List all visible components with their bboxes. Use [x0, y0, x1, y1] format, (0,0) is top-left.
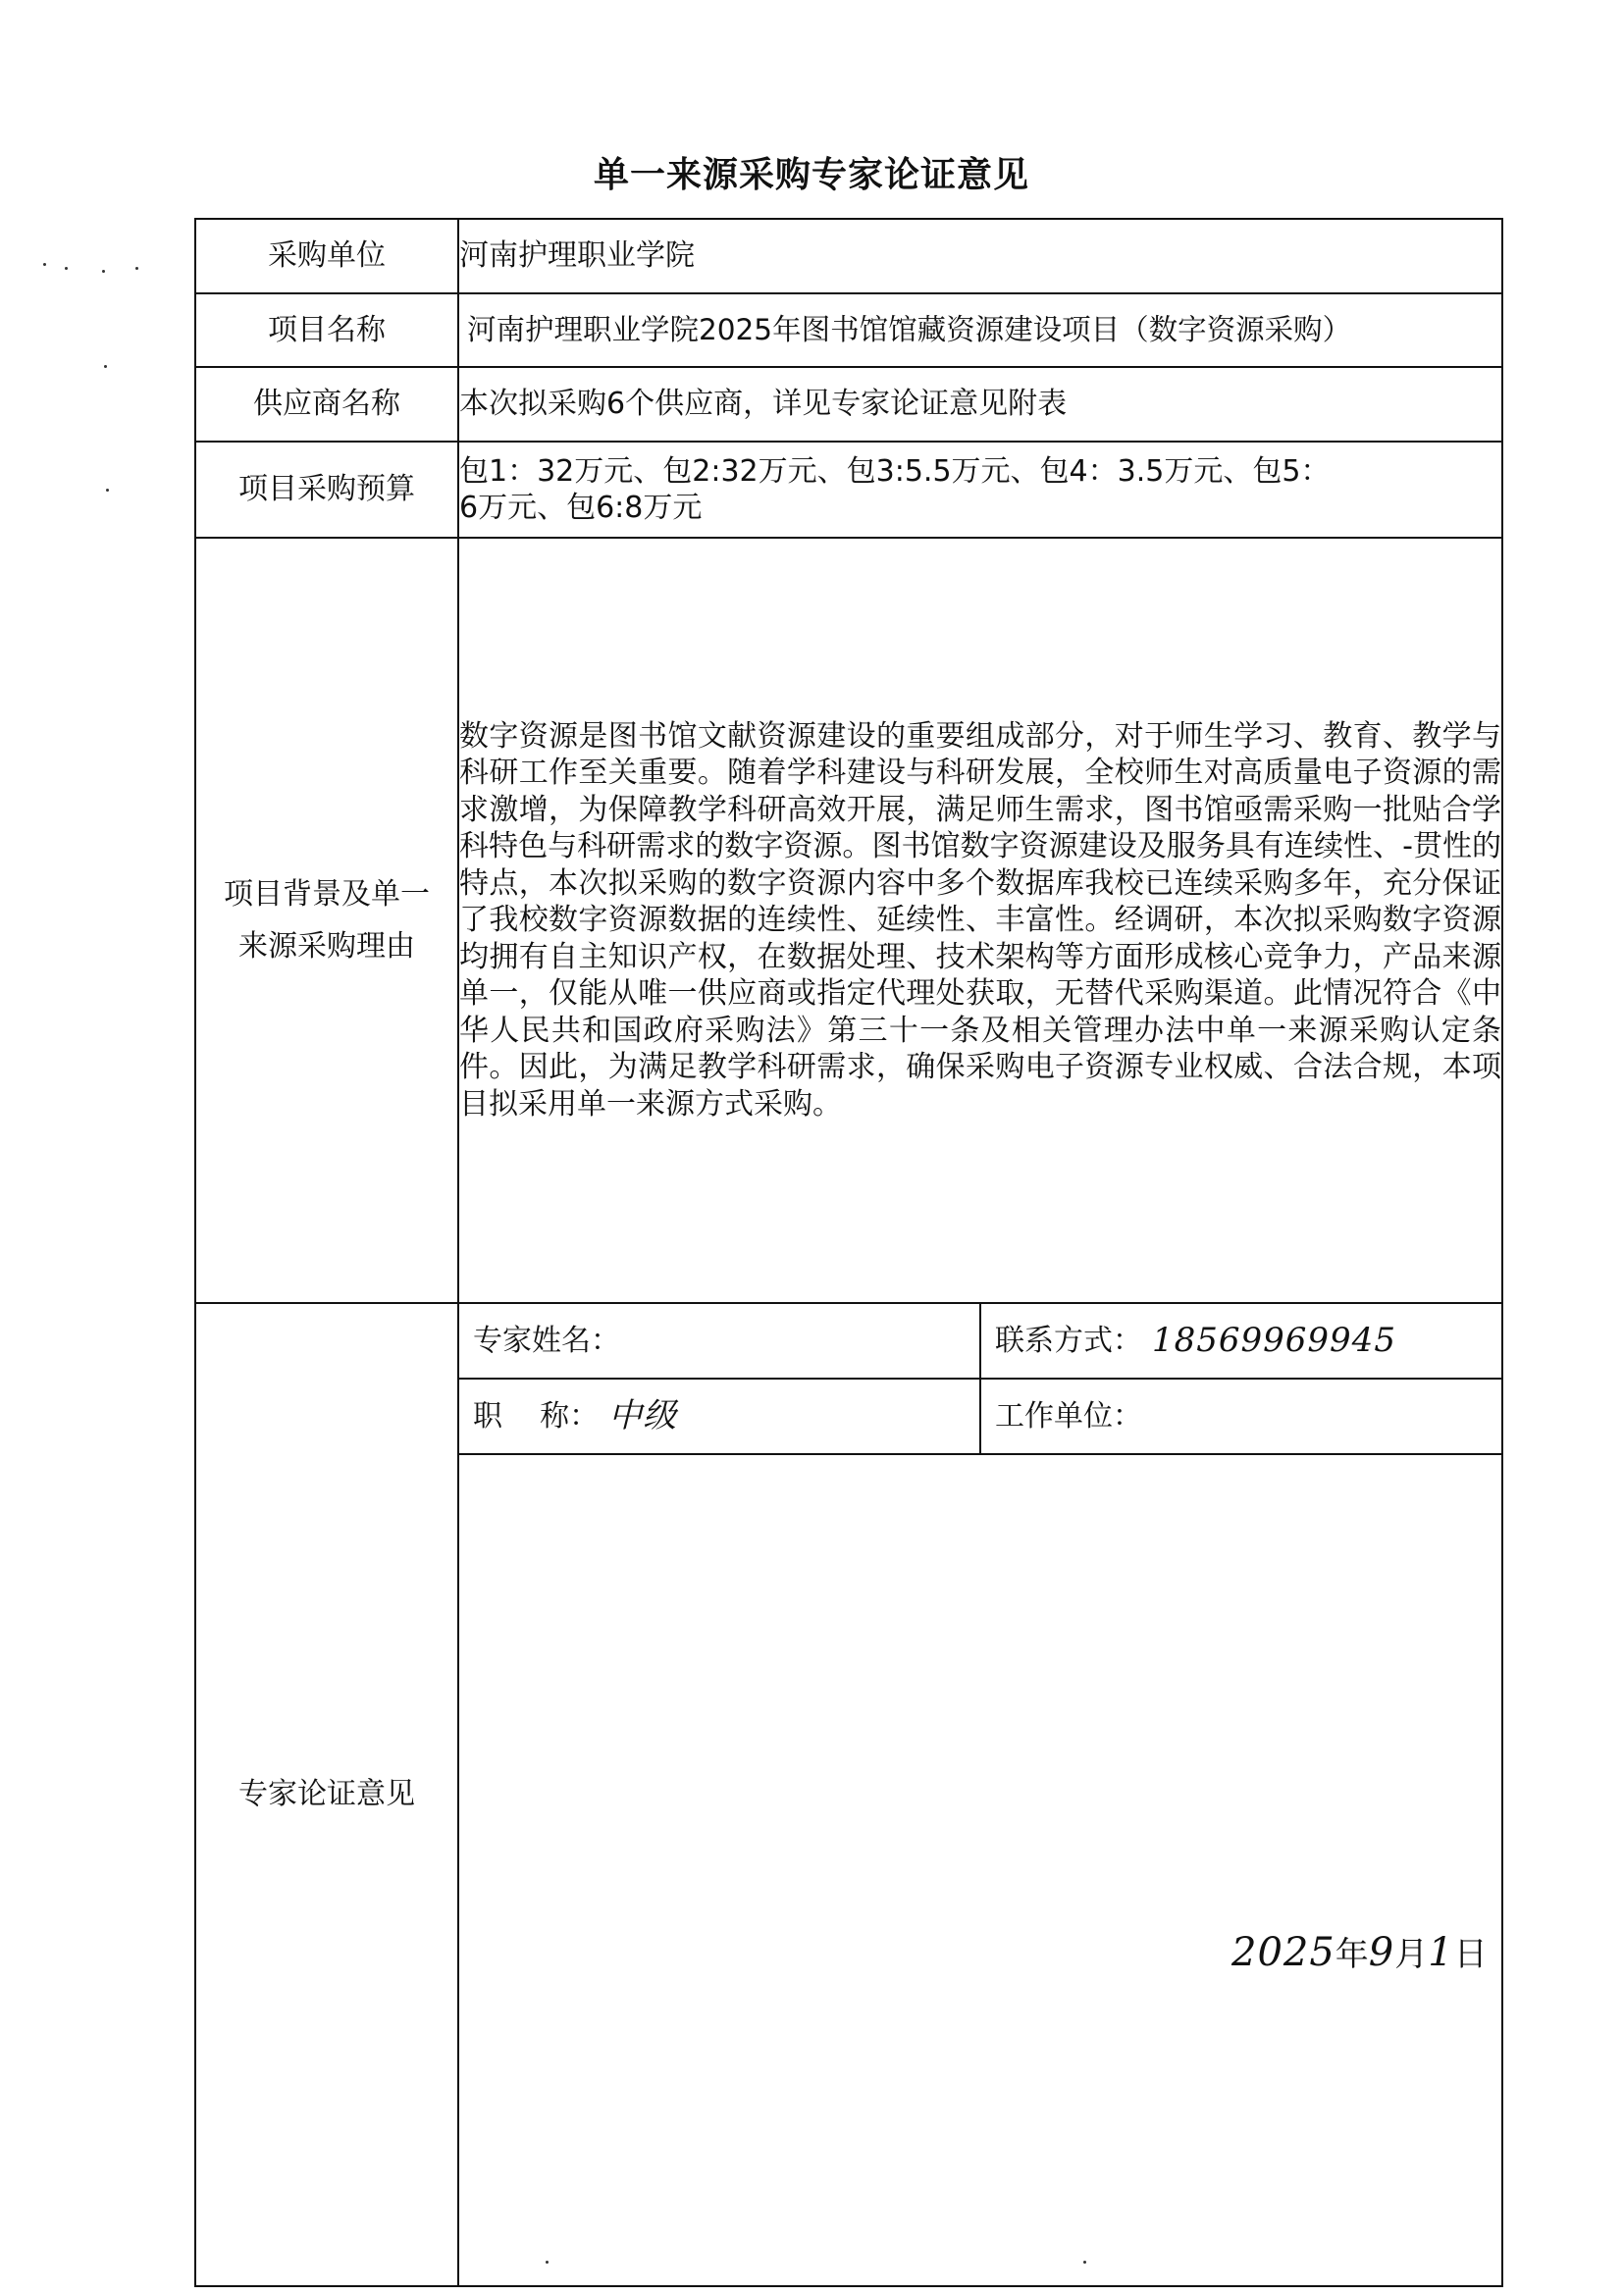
expert-opinion-label: 专家论证意见: [195, 1303, 458, 2286]
project-name-value: 河南护理职业学院2025年图书馆馆藏资源建设项目（数字资源采购）: [458, 293, 1502, 367]
purchaser-value: 河南护理职业学院: [458, 219, 1502, 293]
expert-info-row-1: [459, 1304, 1501, 1380]
expert-info-row-2: [459, 1380, 1501, 1455]
expert-title-cell: [459, 1380, 979, 1453]
background-label-line-1: 项目背景及单一: [224, 876, 430, 912]
budget-line-2: 6万元、包6:8万元: [459, 491, 703, 525]
expert-employer-label: 工作单位：: [995, 1398, 1142, 1434]
purchaser-label: 采购单位: [195, 219, 458, 293]
scan-speck: [1083, 2261, 1086, 2264]
expert-name-label: 专家姓名：: [473, 1323, 620, 1358]
expert-contact-label: 联系方式：: [995, 1323, 1142, 1358]
expert-employer-cell: [979, 1380, 1501, 1453]
supplier-label: 供应商名称: [195, 367, 458, 442]
scan-speck: [102, 270, 105, 273]
date-month: 9: [1368, 1930, 1395, 1975]
expert-contact-value: 18569969945: [1152, 1321, 1396, 1361]
expert-name-cell: [459, 1304, 979, 1378]
supplier-value: 本次拟采购6个供应商，详见专家论证意见附表: [458, 367, 1502, 442]
row-budget: [195, 442, 1502, 538]
date-year: 2025: [1231, 1930, 1335, 1975]
row-project-name: [195, 293, 1502, 367]
project-name-label: 项目名称: [195, 293, 458, 367]
row-background: [195, 538, 1502, 1303]
document-title: 单一来源采购专家论证意见: [593, 155, 1029, 195]
scan-speck: [135, 267, 138, 270]
row-expert: [195, 1303, 1502, 2286]
date-day: 1: [1428, 1930, 1454, 1975]
scan-speck: [106, 489, 109, 492]
expert-contact-cell: [979, 1304, 1501, 1378]
date-day-unit: 日: [1453, 1935, 1488, 1974]
scan-speck: [43, 263, 46, 266]
scan-speck: [546, 2261, 549, 2264]
background-label: [195, 538, 458, 1303]
scan-speck: [104, 365, 107, 368]
background-text: 数字资源是图书馆文献资源建设的重要组成部分，对于师生学习、教育、教学与科研工作至关重要。随着学科建设与科研发展，全校师生对高质量电子资源的需求激增，为保障教学科研高效开展，满足师生需求，图书馆亟需采购一批贴合学科特色与科研需求的数字资源。图书馆数字资源建设及服务具有连续性、-贯性的特点，本次拟采购的数字资源内容中多个数据库我校已连续采购多年，充分保证了我校数字资源数据的连续性、延续性、丰富性。经调研，本次拟采购数字资源均拥有自主知识产权，在数据处理、技术架构等方面形成核心竞争力，产品来源单一，仅能从唯一供应商或指定代理处获取，无替代采购渠道。此情况符合《中华人民共和国政府采购法》第三十一条及相关管理办法中单一来源采购认定条件。因此，为满足教学科研需求，确保采购电子资源专业权威、合法合规，本项目拟采用单一来源方式采购。: [458, 538, 1502, 1303]
date-month-unit: 月: [1394, 1935, 1429, 1974]
signature-date: [1231, 1927, 1488, 1975]
budget-label: 项目采购预算: [195, 442, 458, 538]
row-purchaser: [195, 219, 1502, 293]
date-year-unit: 年: [1335, 1935, 1369, 1974]
form-table: [194, 218, 1503, 2287]
budget-line-1: 包1：32万元、包2:32万元、包3:5.5万元、包4：3.5万元、包5：: [459, 453, 1331, 489]
scan-speck: [65, 267, 68, 270]
expert-title-value: 中级: [608, 1396, 678, 1436]
expert-grid: [459, 1304, 1501, 2285]
background-label-line-2: 来源采购理由: [238, 929, 415, 964]
budget-value: [458, 442, 1502, 538]
row-supplier: [195, 367, 1502, 442]
expert-title-label: 职 称：: [473, 1398, 600, 1434]
expert-cell: [458, 1303, 1502, 2286]
expert-opinion-area: [459, 1455, 1501, 1483]
